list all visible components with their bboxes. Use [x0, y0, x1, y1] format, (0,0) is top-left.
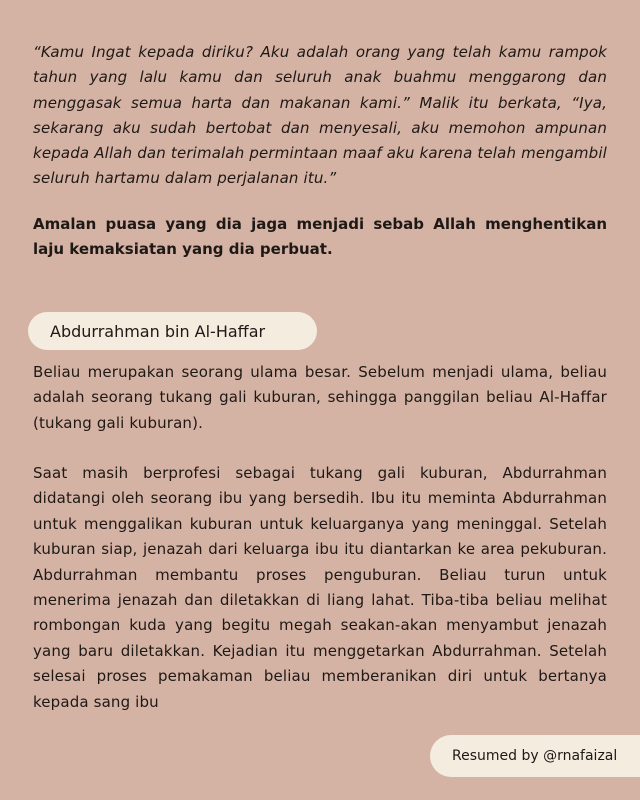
- body-paragraph-2: Saat masih berprofesi sebagai tukang gali kuburan, Abdurrahman didatangi oleh seorang ibu yang bersedih. Ibu itu meminta Abdurrahman untuk menggalikan kuburan untuk keluarganya yang meninggal. Setelah kuburan siap, jenazah dari keluarga ibu itu diantarkan ke area pekuburan. Abdurrahman membantu proses penguburan. Beliau turun untuk menerima jenazah dan diletakkan di liang lahat. Tiba-tiba beliau melihat rombongan kuda yang begitu megah seakan-akan menyambut jenazah yang baru diletakkan. Kejadian itu menggetarkan Abdurrahman. Setelah selesai proses pemakaman beliau memberanikan diri untuk bertanya kepada sang ibu: [33, 464, 607, 711]
- dialogue-quote: “Kamu Ingat kepada diriku? Aku adalah orang yang telah kamu rampok tahun yang lalu kamu dan seluruh anak buahmu menggarong dan menggasak semua harta dan makanan kami.” Malik itu berkata, “Iya, sekarang aku sudah bertobat dan menyesali, aku memohon ampunan kepada Allah dan terimalah permintaan maaf aku karena telah mengambil seluruh hartamu dalam perjalanan itu.”: [33, 43, 607, 188]
- credit-text: Resumed by @rnafaizal: [452, 748, 618, 764]
- quote-conclusion: Amalan puasa yang dia jaga menjadi sebab Allah menghentikan laju kemaksiatan yang dia perbuat.: [33, 215, 607, 259]
- body-paragraph-1: Beliau merupakan seorang ulama besar. Sebelum menjadi ulama, beliau adalah seorang tukang gali kuburan, sehingga panggilan beliau Al-Haffar (tukang gali kuburan).: [33, 363, 607, 432]
- section-title: Abdurrahman bin Al-Haffar: [50, 321, 266, 341]
- credit-badge: [430, 735, 640, 777]
- section-title-badge: [28, 312, 317, 350]
